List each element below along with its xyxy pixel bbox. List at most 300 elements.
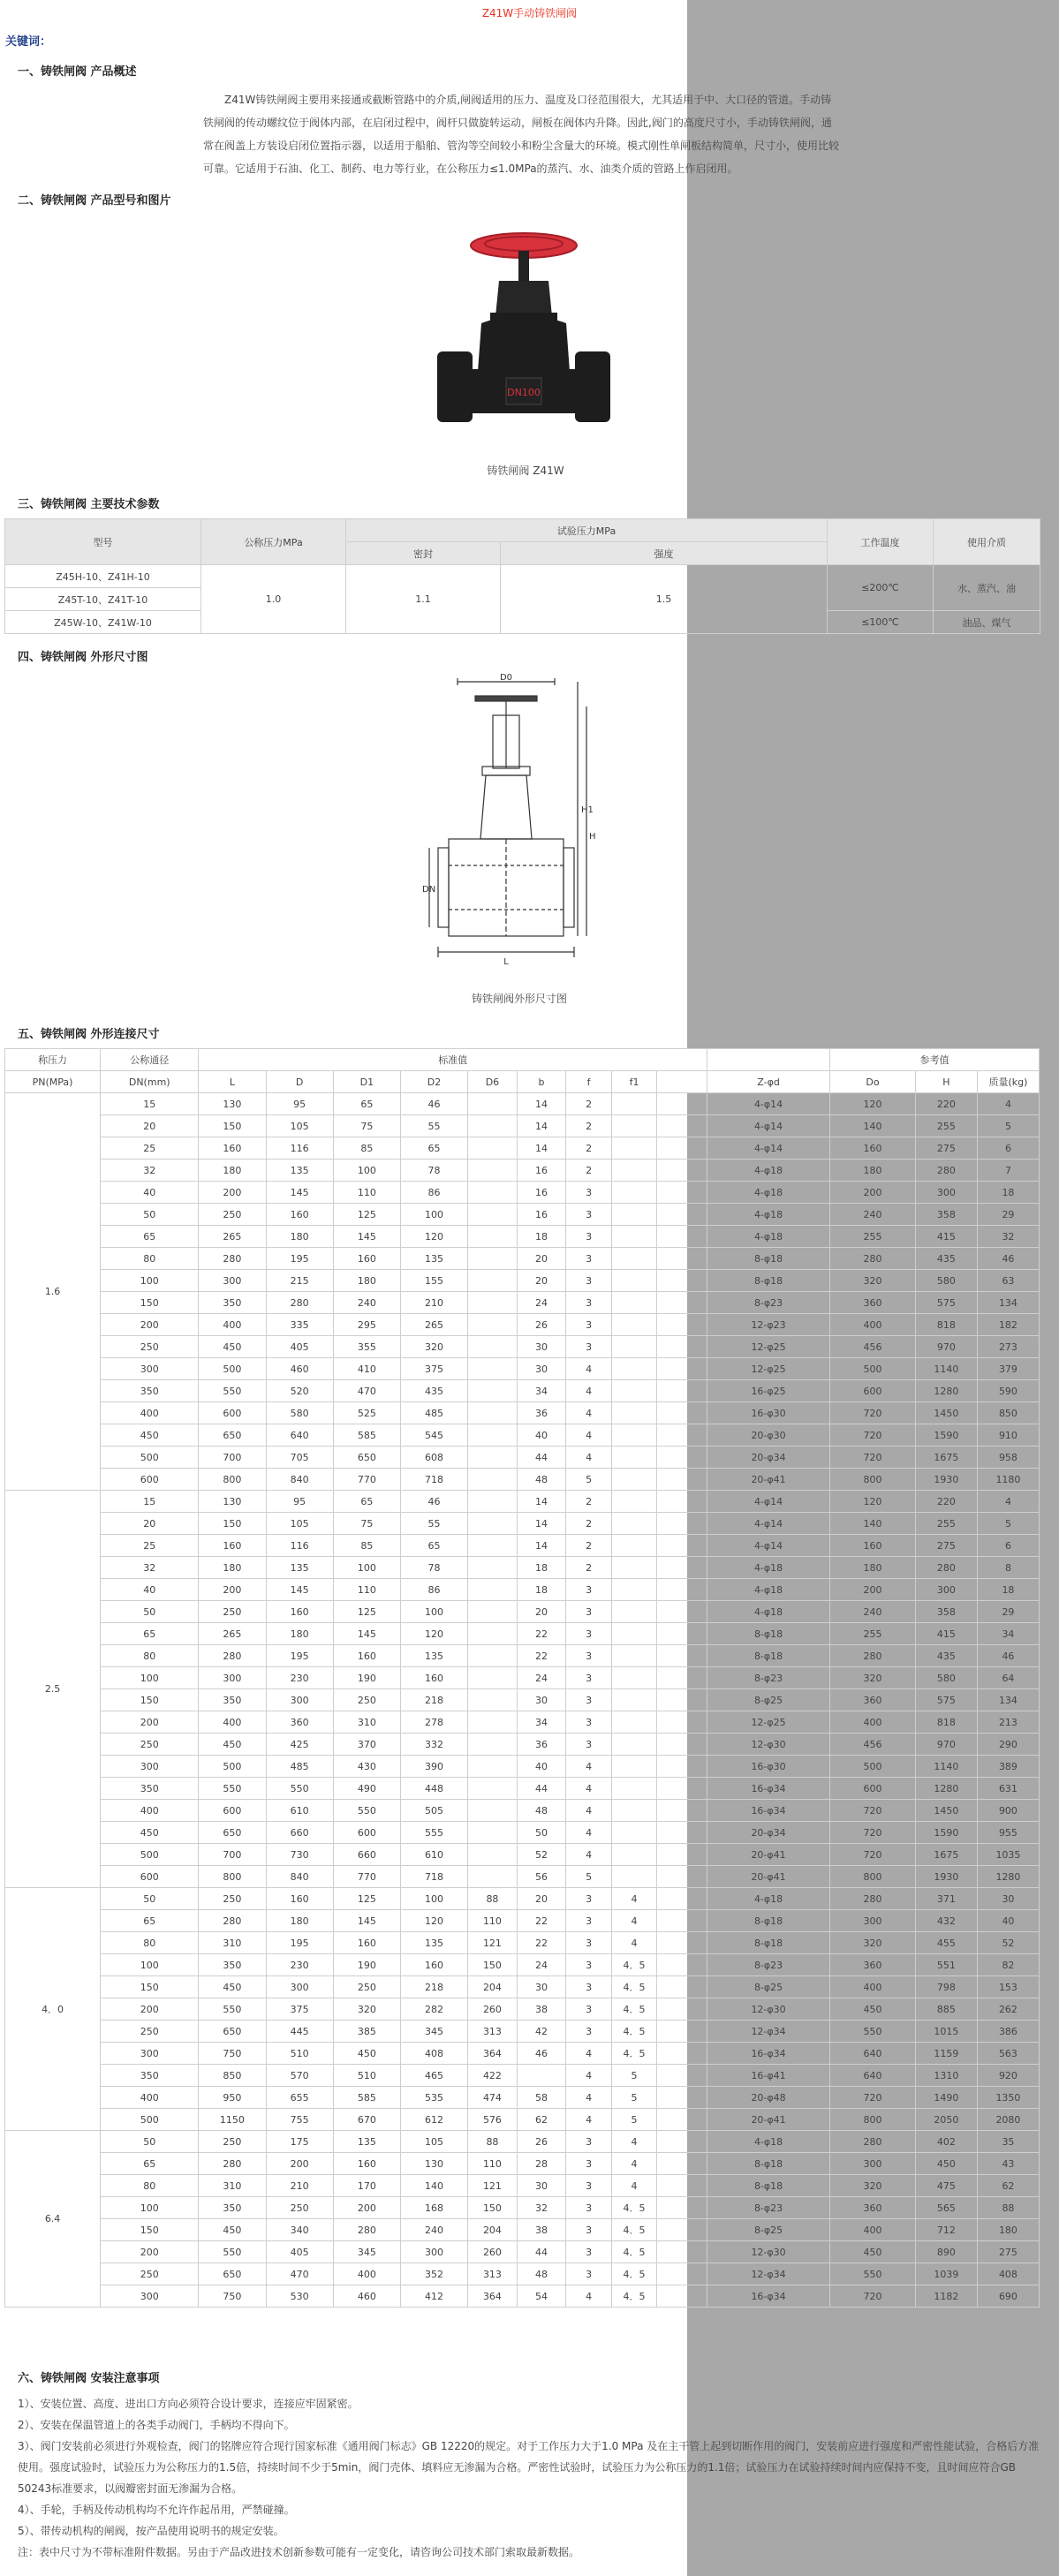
dims-cell: 46 <box>400 1491 467 1513</box>
dims-cell: 16 <box>517 1160 566 1182</box>
dims-cell: 280 <box>199 1910 266 1932</box>
dims-cell: 4-φ18 <box>707 1204 830 1226</box>
dims-cell: 700 <box>199 1447 266 1469</box>
params-model: Z45H-10、Z41H-10 <box>5 565 201 588</box>
dims-cell: 550 <box>830 2021 916 2043</box>
dims-cell: 1159 <box>915 2043 977 2065</box>
dims-cell: 195 <box>266 1645 333 1667</box>
dims-cell: 485 <box>266 1756 333 1778</box>
dims-cell: 180 <box>266 1226 333 1248</box>
dims-cell: 550 <box>199 1998 266 2021</box>
dims-cell <box>468 1137 518 1160</box>
dims-cell: 280 <box>915 1160 977 1182</box>
dims-cell: 4 <box>611 2175 656 2197</box>
params-header-temp: 工作温度 <box>828 519 934 565</box>
dims-cell <box>468 1645 518 1667</box>
dims-col-header: f1 <box>611 1071 656 1093</box>
dims-cell: 35 <box>977 2131 1039 2153</box>
dims-cell: 4．5 <box>611 1976 656 1998</box>
dims-cell: 450 <box>199 2219 266 2241</box>
dims-cell: 750 <box>199 2043 266 2065</box>
dims-cell: 255 <box>915 1115 977 1137</box>
dims-cell: 3 <box>566 1248 611 1270</box>
dims-cell <box>468 1623 518 1645</box>
dims-cell: 300 <box>830 2153 916 2175</box>
dims-dn: 50 <box>101 2131 199 2153</box>
dims-cell: 1035 <box>977 1844 1039 1866</box>
dims-cell: 20-φ41 <box>707 1844 830 1866</box>
dims-cell: 885 <box>915 1998 977 2021</box>
dims-cell: 160 <box>266 1601 333 1623</box>
table-row <box>5 2153 1040 2175</box>
dims-cell: 130 <box>199 1491 266 1513</box>
dims-cell: 970 <box>915 1734 977 1756</box>
dims-cell: 135 <box>266 1160 333 1182</box>
dims-cell: 400 <box>830 1976 916 1998</box>
dims-dn: 500 <box>101 1844 199 1866</box>
dims-cell: 360 <box>830 2197 916 2219</box>
dims-cell: 95 <box>266 1491 333 1513</box>
dims-cell: 475 <box>915 2175 977 2197</box>
dims-cell: 910 <box>977 1424 1039 1447</box>
dims-cell: 145 <box>266 1579 333 1601</box>
dims-dn: 300 <box>101 2285 199 2308</box>
dims-cell-blank <box>657 1601 707 1623</box>
dims-dn: 65 <box>101 2153 199 2175</box>
dims-cell: 44 <box>517 2241 566 2263</box>
dims-dn: 40 <box>101 1579 199 1601</box>
dims-cell <box>611 1734 656 1756</box>
params-pressure: 1.0 <box>201 565 346 634</box>
dims-cell: 213 <box>977 1711 1039 1734</box>
dims-cell: 360 <box>830 1689 916 1711</box>
dims-cell: 450 <box>830 2241 916 2263</box>
dims-cell: 455 <box>915 1932 977 1954</box>
dims-cell: 230 <box>266 1954 333 1976</box>
dims-cell: 46 <box>517 2043 566 2065</box>
dims-cell: 3 <box>566 1292 611 1314</box>
dims-cell: 460 <box>266 1358 333 1380</box>
dims-cell: 18 <box>517 1557 566 1579</box>
params-seal: 1.1 <box>346 565 501 634</box>
params-strength: 1.5 <box>501 565 828 634</box>
dims-cell-blank <box>657 1226 707 1248</box>
dims-cell: 204 <box>468 2219 518 2241</box>
dims-cell: 3 <box>566 2021 611 2043</box>
dims-cell: 46 <box>400 1093 467 1115</box>
dims-cell: 402 <box>915 2131 977 2153</box>
dims-dn: 250 <box>101 1336 199 1358</box>
dims-cell: 8-φ18 <box>707 2175 830 2197</box>
dims-cell: 46 <box>977 1645 1039 1667</box>
dims-cell: 550 <box>830 2263 916 2285</box>
dims-col-header: D <box>266 1071 333 1093</box>
dims-cell <box>611 1292 656 1314</box>
dims-cell: 160 <box>830 1535 916 1557</box>
dims-cell: 350 <box>199 2197 266 2219</box>
dims-cell: 550 <box>266 1778 333 1800</box>
dims-cell: 40 <box>517 1756 566 1778</box>
dims-cell <box>468 1115 518 1137</box>
dims-cell: 4 <box>566 1822 611 1844</box>
dims-cell: 16-φ30 <box>707 1402 830 1424</box>
dims-header-pn-unit: PN(MPa) <box>5 1071 101 1093</box>
dims-cell: 1280 <box>977 1866 1039 1888</box>
dims-cell: 320 <box>830 1270 916 1292</box>
dims-cell: 145 <box>333 1226 400 1248</box>
dims-cell: 555 <box>400 1822 467 1844</box>
dims-cell: 350 <box>199 1689 266 1711</box>
dims-cell: 545 <box>400 1424 467 1447</box>
dims-cell: 180 <box>830 1160 916 1182</box>
dims-cell: 955 <box>977 1822 1039 1844</box>
dims-cell: 575 <box>915 1292 977 1314</box>
table-row <box>5 1115 1040 1137</box>
dims-cell: 432 <box>915 1910 977 1932</box>
dims-cell: 12-φ25 <box>707 1336 830 1358</box>
dims-cell: 3 <box>566 1689 611 1711</box>
dims-cell: 4-φ14 <box>707 1535 830 1557</box>
table-row <box>5 1822 1040 1844</box>
dims-cell: 18 <box>517 1579 566 1601</box>
overview-paragraph: Z41W铸铁闸阀主要用来接通或截断管路中的介质,闸阀适用的压力、温度及口径范围很大，尤其适用于中、大口径的管道。手动铸铁闸阀的传动螺纹位于阀体内部，在启闭过程中，阀杆只做旋转运动，闸板在阀体内升降。因此,阀门的高度尺寸小，手动铸铁闸阀，通常在阀盖上方装设启闭位置指示器，以适用于船舶、管沟等空间较小和粉尘含量大的环境。模式刚性单闸板结构简单，尺寸小，使用比较可靠。它适用于石油、化工、制药、电力等行业，在公称压力≤1.0MPa的蒸汽、水、油类介质的管路上作启闭用。 <box>203 94 840 175</box>
dims-cell: 4-φ18 <box>707 1226 830 1248</box>
dims-cell: 720 <box>830 1800 916 1822</box>
table-row <box>5 1447 1040 1469</box>
dims-cell: 240 <box>400 2219 467 2241</box>
dims-cell: 18 <box>977 1579 1039 1601</box>
dims-cell <box>611 1667 656 1689</box>
dims-cell: 265 <box>199 1226 266 1248</box>
table-row <box>5 1402 1040 1424</box>
dims-cell-blank <box>657 1160 707 1182</box>
dims-cell: 5 <box>611 2109 656 2131</box>
dims-cell: 1180 <box>977 1469 1039 1491</box>
params-temp: ≤100℃ <box>828 611 934 634</box>
dims-cell: 134 <box>977 1292 1039 1314</box>
dims-cell <box>611 1645 656 1667</box>
dims-cell-blank <box>657 1093 707 1115</box>
dims-cell: 14 <box>517 1093 566 1115</box>
dims-cell: 800 <box>199 1469 266 1491</box>
dims-cell: 105 <box>400 2131 467 2153</box>
dims-cell: 200 <box>830 1579 916 1601</box>
dims-cell: 563 <box>977 2043 1039 2065</box>
dims-cell-blank <box>657 1645 707 1667</box>
dims-cell: 260 <box>468 1998 518 2021</box>
dims-cell: 200 <box>266 2153 333 2175</box>
table-row <box>5 2131 1040 2153</box>
dims-pn-value: 1.6 <box>5 1093 101 1491</box>
table-row <box>5 1844 1040 1866</box>
dims-cell: 180 <box>266 1623 333 1645</box>
dims-cell: 5 <box>566 1469 611 1491</box>
dims-cell <box>611 1513 656 1535</box>
dims-cell: 36 <box>517 1402 566 1424</box>
dims-cell: 505 <box>400 1800 467 1822</box>
drawing-label-d0: D0 <box>499 673 513 683</box>
dims-cell: 275 <box>915 1137 977 1160</box>
dims-cell: 474 <box>468 2087 518 2109</box>
dims-cell: 48 <box>517 1800 566 1822</box>
dims-cell: 770 <box>333 1469 400 1491</box>
dims-cell: 310 <box>199 1932 266 1954</box>
drawing-caption: 铸铁闸阀外形尺寸图 <box>471 993 567 1005</box>
dims-cell: 30 <box>517 2175 566 2197</box>
dims-cell: 470 <box>266 2263 333 2285</box>
dims-cell: 16 <box>517 1204 566 1226</box>
dims-cell: 52 <box>517 1844 566 1866</box>
dims-cell <box>611 1314 656 1336</box>
dims-cell: 2 <box>566 1093 611 1115</box>
dims-cell: 570 <box>266 2065 333 2087</box>
dims-cell <box>468 1182 518 1204</box>
dims-cell: 4 <box>566 1756 611 1778</box>
dims-cell: 16-φ34 <box>707 2285 830 2308</box>
dims-cell: 135 <box>266 1557 333 1579</box>
dims-cell: 364 <box>468 2285 518 2308</box>
dims-dn: 600 <box>101 1469 199 1491</box>
dims-cell: 280 <box>830 1645 916 1667</box>
dims-cell <box>468 1314 518 1336</box>
dims-cell: 435 <box>400 1380 467 1402</box>
dims-cell: 24 <box>517 1292 566 1314</box>
dims-cell-blank <box>657 1689 707 1711</box>
dims-cell <box>468 1535 518 1557</box>
dims-cell-blank <box>657 1402 707 1424</box>
dims-cell: 120 <box>830 1491 916 1513</box>
dims-cell: 320 <box>333 1998 400 2021</box>
dims-cell: 20-φ34 <box>707 1447 830 1469</box>
dims-cell: 430 <box>333 1756 400 1778</box>
dims-cell: 580 <box>915 1270 977 1292</box>
dims-cell: 818 <box>915 1314 977 1336</box>
table-row <box>5 1270 1040 1292</box>
dims-cell <box>611 1160 656 1182</box>
dims-cell: 405 <box>266 2241 333 2263</box>
dims-cell: 700 <box>199 1844 266 1866</box>
dims-cell <box>611 1623 656 1645</box>
dims-cell: 85 <box>333 1137 400 1160</box>
dims-cell: 130 <box>400 2153 467 2175</box>
dims-cell: 8 <box>977 1557 1039 1579</box>
table-row <box>5 1910 1040 1932</box>
dims-cell: 355 <box>333 1336 400 1358</box>
table-row <box>5 1314 1040 1336</box>
dims-cell: 300 <box>915 1182 977 1204</box>
dims-cell: 920 <box>977 2065 1039 2087</box>
dims-dn: 450 <box>101 1424 199 1447</box>
dims-cell: 8-φ18 <box>707 1623 830 1645</box>
dims-dn: 80 <box>101 1932 199 1954</box>
dims-cell: 200 <box>333 2197 400 2219</box>
dims-cell: 36 <box>517 1734 566 1756</box>
dims-cell: 135 <box>333 2131 400 2153</box>
dims-cell: 125 <box>333 1601 400 1623</box>
dims-header-pn: 称压力 <box>5 1049 101 1071</box>
dims-cell: 18 <box>517 1226 566 1248</box>
dims-cell: 5 <box>977 1513 1039 1535</box>
dims-cell: 4-φ18 <box>707 1888 830 1910</box>
dims-cell: 55 <box>400 1115 467 1137</box>
dims-cell: 153 <box>977 1976 1039 1998</box>
photo-caption: 铸铁闸阀 Z41W <box>487 465 564 477</box>
dims-cell: 121 <box>468 2175 518 2197</box>
dims-cell: 8-φ18 <box>707 2153 830 2175</box>
dims-dn: 400 <box>101 1402 199 1424</box>
dims-header-dn: 公称通径 <box>101 1049 199 1071</box>
dims-cell: 500 <box>199 1756 266 1778</box>
dims-cell: 240 <box>830 1601 916 1623</box>
dims-cell: 3 <box>566 1270 611 1292</box>
dims-cell: 4 <box>977 1491 1039 1513</box>
note-item: 2）、安装在保温管道上的各类手动阀门，手柄均不得向下。 <box>18 2419 295 2431</box>
dims-cell: 200 <box>830 1182 916 1204</box>
dims-cell: 86 <box>400 1579 467 1601</box>
dims-cell: 250 <box>199 2131 266 2153</box>
dims-cell: 4-φ14 <box>707 1093 830 1115</box>
dims-cell: 580 <box>915 1667 977 1689</box>
table-row <box>5 2065 1040 2087</box>
dims-cell: 20 <box>517 1270 566 1292</box>
params-media: 油品、煤气 <box>934 611 1040 634</box>
dims-dn: 100 <box>101 1270 199 1292</box>
dims-cell <box>611 1689 656 1711</box>
dims-cell: 530 <box>266 2285 333 2308</box>
dims-cell <box>468 1270 518 1292</box>
dims-cell: 1450 <box>915 1800 977 1822</box>
dims-cell: 290 <box>977 1734 1039 1756</box>
dims-cell: 575 <box>915 1689 977 1711</box>
dims-cell: 850 <box>977 1402 1039 1424</box>
dims-cell: 43 <box>977 2153 1039 2175</box>
dims-cell: 4 <box>977 1093 1039 1115</box>
dims-cell <box>468 1756 518 1778</box>
dims-cell: 705 <box>266 1447 333 1469</box>
dims-dn: 100 <box>101 1954 199 1976</box>
dims-cell-blank <box>657 1844 707 1866</box>
dims-cell: 16-φ34 <box>707 1800 830 1822</box>
dims-cell: 20 <box>517 1248 566 1270</box>
dims-cell <box>611 1358 656 1380</box>
table-row <box>5 1204 1040 1226</box>
dims-cell: 300 <box>266 1976 333 1998</box>
dims-cell: 200 <box>199 1182 266 1204</box>
dims-cell: 730 <box>266 1844 333 1866</box>
dims-cell: 62 <box>517 2109 566 2131</box>
dims-col-header: D2 <box>400 1071 467 1093</box>
dims-cell: 970 <box>915 1336 977 1358</box>
dims-cell: 180 <box>977 2219 1039 2241</box>
dims-cell: 640 <box>266 1424 333 1447</box>
dims-cell: 8-φ25 <box>707 2219 830 2241</box>
dims-cell-blank <box>657 2131 707 2153</box>
dims-cell: 3 <box>566 2263 611 2285</box>
dims-cell: 160 <box>266 1204 333 1226</box>
dims-cell-blank <box>657 1910 707 1932</box>
dims-cell: 85 <box>333 1535 400 1557</box>
dims-cell: 450 <box>915 2153 977 2175</box>
dims-dn: 300 <box>101 2043 199 2065</box>
dims-cell: 510 <box>266 2043 333 2065</box>
dims-cell: 585 <box>333 1424 400 1447</box>
dims-cell: 840 <box>266 1469 333 1491</box>
dims-cell: 385 <box>333 2021 400 2043</box>
dims-cell: 280 <box>199 2153 266 2175</box>
dims-cell: 1675 <box>915 1844 977 1866</box>
dims-cell: 86 <box>400 1182 467 1204</box>
dims-dn: 200 <box>101 1314 199 1336</box>
dims-cell: 400 <box>830 1711 916 1734</box>
dims-dn: 32 <box>101 1557 199 1579</box>
params-temp: ≤200℃ <box>828 565 934 611</box>
table-row <box>5 2109 1040 2131</box>
dims-cell <box>611 1866 656 1888</box>
dims-cell: 386 <box>977 2021 1039 2043</box>
dims-cell: 600 <box>199 1402 266 1424</box>
dims-cell <box>468 1336 518 1358</box>
dims-cell: 4 <box>566 1402 611 1424</box>
dims-cell: 240 <box>333 1292 400 1314</box>
dims-cell: 405 <box>266 1336 333 1358</box>
dims-cell: 220 <box>915 1093 977 1115</box>
dims-dn: 200 <box>101 1711 199 1734</box>
dims-cell: 120 <box>400 1910 467 1932</box>
dims-cell <box>611 1711 656 1734</box>
dims-cell-blank <box>657 1998 707 2021</box>
dims-cell: 375 <box>400 1358 467 1380</box>
dims-col-header: D6 <box>468 1071 518 1093</box>
dims-cell: 3 <box>566 1910 611 1932</box>
dims-cell: 3 <box>566 2175 611 2197</box>
dims-cell-blank <box>657 1358 707 1380</box>
dims-cell: 30 <box>517 1689 566 1711</box>
dims-cell: 32 <box>977 1226 1039 1248</box>
dims-cell: 1140 <box>915 1358 977 1380</box>
dims-dn: 50 <box>101 1204 199 1226</box>
table-row <box>5 1888 1040 1910</box>
dims-cell: 38 <box>517 2219 566 2241</box>
dims-cell: 200 <box>199 1579 266 1601</box>
dims-cell: 250 <box>199 1888 266 1910</box>
dims-cell: 4 <box>611 1888 656 1910</box>
note-item: 3）、阀门安装前必须进行外观检查，阀门的铭牌应符合现行国家标准《通用阀门标志》GB 12220的规定。对于工作压力大于1.0 MPa 及在主干管上起到切断作用的阀门，安装前应进行强度和严密性能试验，合格后方准使用。强度试验时，试验压力为公称压力的1.5倍，持续时间不少于5min，阀门壳体、填料应无渗漏为合格。严密性试验时，试验压力为公称压力的1.1倍；试验压力在试验持续时间内应保持不变，且时间应符合GB 50243标准要求，以阀瓣密封面无渗漏为合格。 <box>18 2440 1040 2495</box>
dims-cell: 30 <box>517 1976 566 1998</box>
dims-cell: 8-φ18 <box>707 1645 830 1667</box>
dims-cell: 3 <box>566 1667 611 1689</box>
dims-cell-blank <box>657 1513 707 1535</box>
dims-cell: 412 <box>400 2285 467 2308</box>
dims-cell: 3 <box>566 1204 611 1226</box>
dims-cell: 655 <box>266 2087 333 2109</box>
dims-cell: 100 <box>333 1160 400 1182</box>
dims-cell: 590 <box>977 1380 1039 1402</box>
dims-cell: 40 <box>517 1424 566 1447</box>
dims-cell: 220 <box>915 1491 977 1513</box>
dims-cell: 800 <box>830 2109 916 2131</box>
dims-cell: 1930 <box>915 1866 977 1888</box>
dims-cell: 650 <box>199 2263 266 2285</box>
dims-cell: 88 <box>977 2197 1039 2219</box>
dims-cell <box>611 1204 656 1226</box>
dims-cell <box>468 1778 518 1800</box>
dims-cell: 320 <box>830 1932 916 1954</box>
dims-cell: 456 <box>830 1734 916 1756</box>
dims-cell <box>468 1800 518 1822</box>
dims-cell <box>468 1689 518 1711</box>
dims-cell: 12-φ34 <box>707 2021 830 2043</box>
dims-cell <box>468 1402 518 1424</box>
